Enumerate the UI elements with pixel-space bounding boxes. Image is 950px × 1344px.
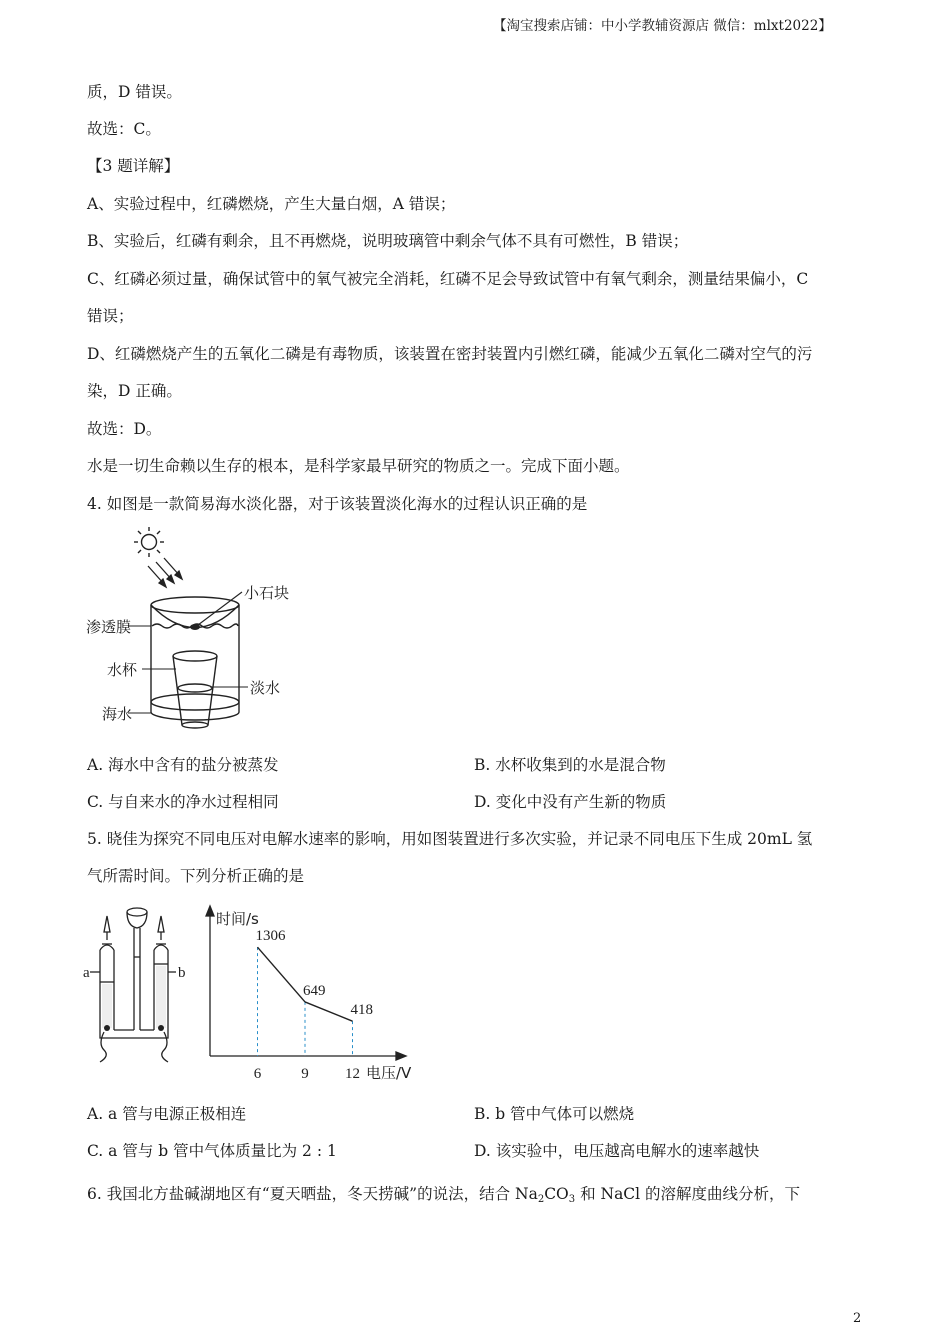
q4-option-a[interactable]: A. 海水中含有的盐分被蒸发 bbox=[87, 756, 279, 774]
sunlight-arrows bbox=[148, 558, 182, 587]
text-line: 染，D 正确。 bbox=[87, 382, 182, 400]
q5-option-c[interactable]: C. a 管与 b 管中气体质量比为 2 : 1 bbox=[87, 1142, 337, 1160]
data-label-9: 649 bbox=[303, 982, 326, 999]
page-header: 【淘宝搜索店铺：中小学教辅资源店 微信：mlxt2022】 bbox=[493, 18, 832, 34]
q5-option-b[interactable]: B. b 管中气体可以燃烧 bbox=[474, 1105, 635, 1123]
text-line: 水是一切生命赖以生存的根本，是科学家最早研究的物质之一。完成下面小题。 bbox=[87, 457, 630, 475]
y-axis-arrow bbox=[206, 906, 214, 916]
formula-na2co3: $Na_2CO_3$ bbox=[515, 1185, 576, 1205]
data-label-6: 1306 bbox=[255, 928, 286, 945]
q4-option-c[interactable]: C. 与自来水的净水过程相同 bbox=[87, 793, 279, 811]
sun-icon bbox=[134, 527, 164, 557]
q6-suffix: 的溶解度曲线分析，下 bbox=[640, 1185, 801, 1203]
text-line: B、实验后，红磷有剩余，且不再燃烧，说明玻璃管中剩余气体不具有可燃性，B 错误； bbox=[87, 232, 689, 250]
container bbox=[151, 597, 239, 728]
q4-option-d[interactable]: D. 变化中没有产生新的物质 bbox=[474, 793, 667, 811]
q6-prefix: 6. 我国北方盐碱湖地区有“夏天晒盐，冬天捞碱”的说法，结合 bbox=[87, 1185, 515, 1203]
x-axis-label: 电压/V bbox=[366, 1064, 412, 1082]
desalinator-figure bbox=[80, 522, 320, 737]
x-tick-label-6: 6 bbox=[253, 1066, 262, 1082]
section-heading: 【3 题详解】 bbox=[87, 157, 180, 175]
label-cup: 水杯 bbox=[107, 661, 138, 679]
text-line: 故选：C。 bbox=[87, 120, 161, 138]
question-5-stem-line1: 5. 晓佳为探究不同电压对电解水速率的影响，用如图装置进行多次实验，并记录不同电压下生成 20mL 氢 bbox=[87, 830, 813, 848]
y-axis-label: 时间/s bbox=[216, 910, 259, 928]
tube-a-label: a bbox=[83, 965, 90, 981]
voltage-time-chart bbox=[200, 902, 430, 1082]
label-fresh-water: 淡水 bbox=[250, 679, 281, 697]
q5-option-a[interactable]: A. a 管与电源正极相连 bbox=[87, 1105, 247, 1123]
x-tick-label-12: 12 bbox=[345, 1066, 360, 1082]
x-tick-label-9: 9 bbox=[301, 1066, 309, 1082]
text-line: A、实验过程中，红磷燃烧，产生大量白烟，A 错误； bbox=[87, 195, 456, 213]
question-6-stem bbox=[87, 1184, 800, 1204]
series-segment bbox=[258, 947, 306, 1002]
question-5-stem-line2: 气所需时间。下列分析正确的是 bbox=[87, 867, 305, 885]
q5-option-d[interactable]: D. 该实验中，电压越高电解水的速率越快 bbox=[474, 1142, 760, 1160]
x-axis-arrow bbox=[396, 1052, 406, 1060]
text-line: 错误； bbox=[87, 307, 134, 325]
label-sea-water: 海水 bbox=[102, 705, 133, 723]
question-4-stem: 4. 如图是一款简易海水淡化器，对于该装置淡化海水的过程认识正确的是 bbox=[87, 495, 588, 513]
tube-b-label: b bbox=[178, 965, 186, 981]
series-segment bbox=[305, 1002, 353, 1021]
text-line: D、红磷燃烧产生的五氧化二磷是有毒物质，该装置在密封装置内引燃红磷，能减少五氧化二磷对空气的污 bbox=[87, 345, 813, 363]
label-stone: 小石块 bbox=[244, 584, 290, 602]
formula-nacl: NaCl bbox=[600, 1185, 641, 1203]
text-line: 故选：D。 bbox=[87, 420, 162, 438]
electrolysis-apparatus bbox=[82, 902, 197, 1068]
page-number: 2 bbox=[853, 1311, 862, 1326]
text-line: 质，D 错误。 bbox=[87, 83, 182, 101]
q6-and: 和 bbox=[575, 1185, 601, 1203]
text-line: C、红磷必须过量，确保试管中的氧气被完全消耗，红磷不足会导致试管中有氧气剩余，测量结果偏小，C bbox=[87, 270, 809, 288]
q4-option-b[interactable]: B. 水杯收集到的水是混合物 bbox=[474, 756, 666, 774]
data-label-12: 418 bbox=[350, 1002, 373, 1019]
label-membrane: 渗透膜 bbox=[86, 618, 132, 636]
